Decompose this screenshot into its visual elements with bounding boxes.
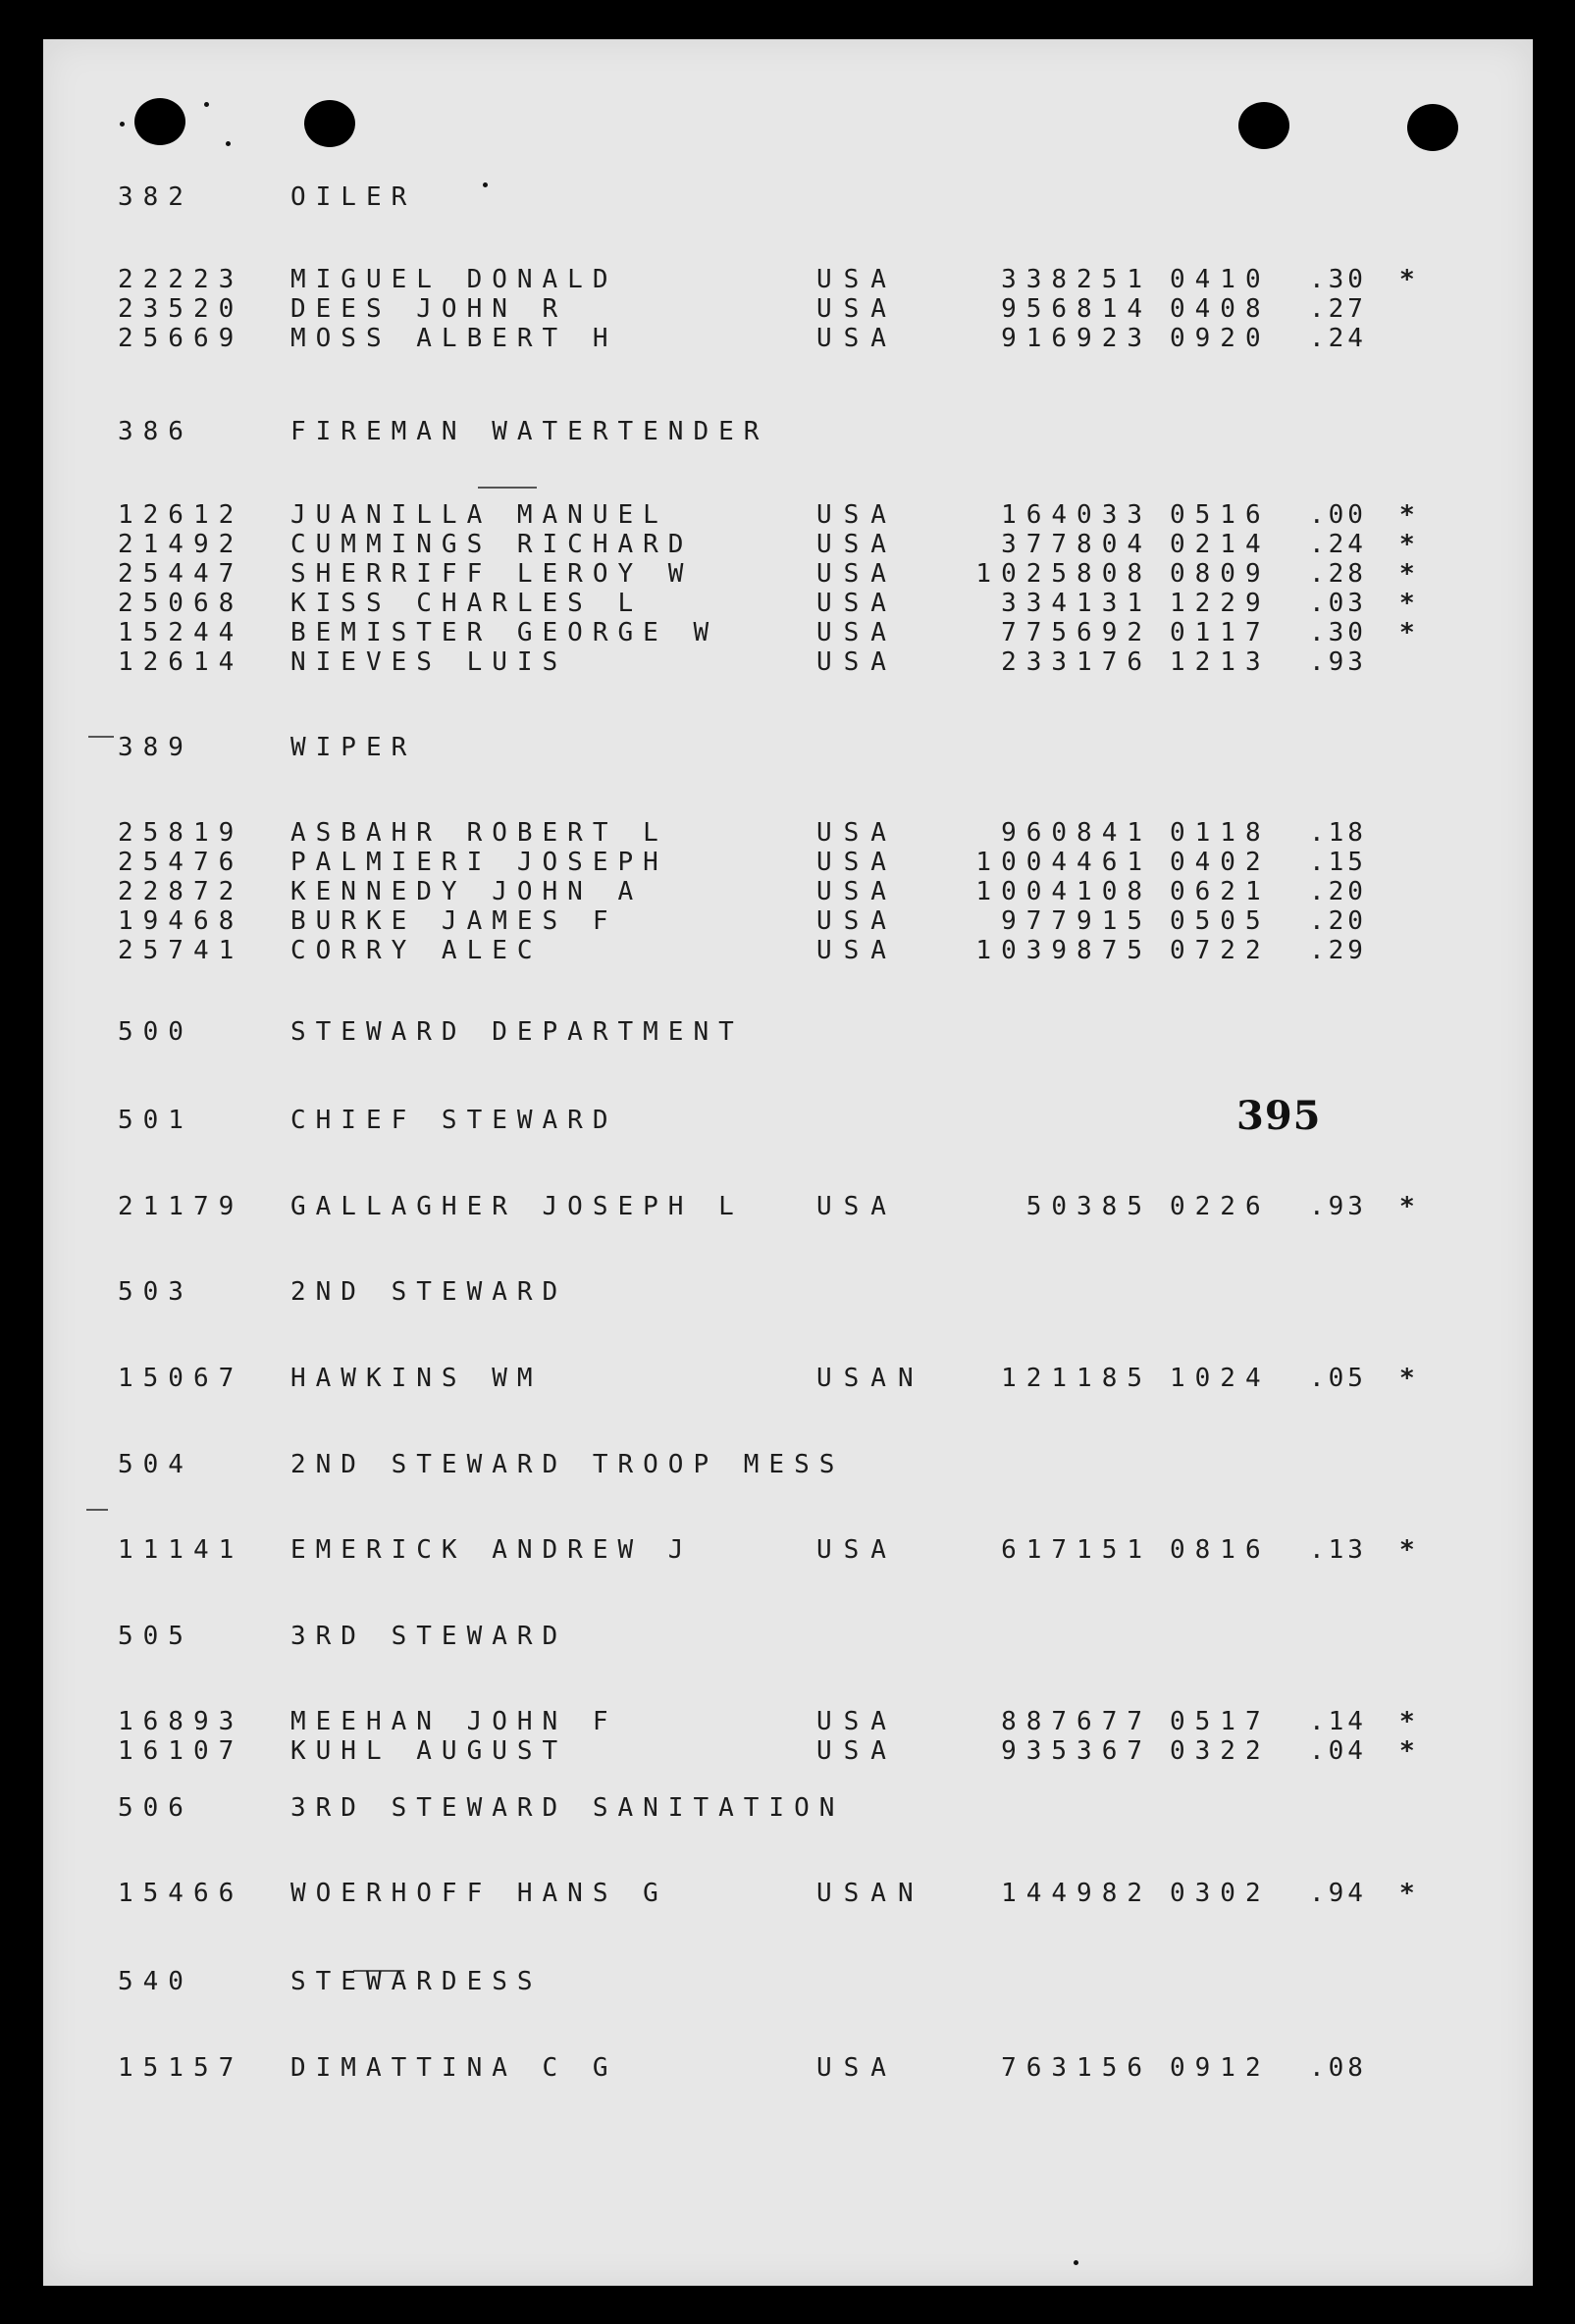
rate-value: .15: [1309, 848, 1367, 877]
crew-id: 15466: [118, 1879, 244, 1908]
crew-name: KUHL AUGUST: [290, 1736, 568, 1766]
asterisk-mark: *: [1399, 500, 1415, 530]
section-title: STEWARDESS: [290, 1967, 543, 1996]
section-header: [43, 1793, 1533, 1823]
crew-id: 25476: [118, 848, 244, 877]
rate-value: .93: [1309, 647, 1367, 677]
certificate-number: 977915: [1001, 906, 1152, 936]
crew-row: [43, 818, 1533, 848]
page-number-stamp: 395: [1236, 1093, 1322, 1139]
date-code: 0722: [1170, 936, 1271, 965]
date-code: 0912: [1170, 2053, 1271, 2083]
nationality: USA: [816, 1192, 898, 1221]
date-code: 0517: [1170, 1707, 1271, 1736]
rate-value: .29: [1309, 936, 1367, 965]
date-code: 0302: [1170, 1879, 1271, 1908]
date-code: 0816: [1170, 1535, 1271, 1565]
nationality: USA: [816, 647, 898, 677]
rate-value: .20: [1309, 877, 1367, 906]
section-code: 506: [118, 1793, 193, 1823]
section-header: [43, 1450, 1533, 1479]
crew-id: 12612: [118, 500, 244, 530]
rate-value: .00: [1309, 500, 1367, 530]
nationality: USA: [816, 906, 898, 936]
rate-value: .08: [1309, 2053, 1367, 2083]
crew-row: [43, 1535, 1533, 1565]
crew-id: 16107: [118, 1736, 244, 1766]
asterisk-mark: *: [1399, 1364, 1415, 1393]
date-code: 0118: [1170, 818, 1271, 848]
section-title: FIREMAN WATERTENDER: [290, 417, 769, 446]
crew-name: BURKE JAMES F: [290, 906, 618, 936]
rate-value: .18: [1309, 818, 1367, 848]
rate-value: .93: [1309, 1192, 1367, 1221]
certificate-number: 956814: [1001, 294, 1152, 324]
section-header: [43, 1622, 1533, 1651]
section-code: 389: [118, 733, 193, 762]
section-title: OILER: [290, 182, 417, 212]
section-title: WIPER: [290, 733, 417, 762]
crew-id: 12614: [118, 647, 244, 677]
nationality: USA: [816, 559, 898, 589]
crew-id: 21492: [118, 530, 244, 559]
nationality: USA: [816, 848, 898, 877]
certificate-number: 935367: [1001, 1736, 1152, 1766]
section-header: [43, 733, 1533, 762]
asterisk-mark: *: [1399, 1879, 1415, 1908]
section-title: 3RD STEWARD SANITATION: [290, 1793, 845, 1823]
crew-name: MEEHAN JOHN F: [290, 1707, 618, 1736]
section-title: 3RD STEWARD: [290, 1622, 568, 1651]
crew-row: [43, 324, 1533, 353]
crew-name: KISS CHARLES L: [290, 589, 644, 618]
rate-value: .05: [1309, 1364, 1367, 1393]
certificate-number: 1039875: [975, 936, 1152, 965]
crew-row: [43, 647, 1533, 677]
crew-row: [43, 618, 1533, 647]
rate-value: .20: [1309, 906, 1367, 936]
section-header: [43, 1017, 1533, 1047]
certificate-number: 763156: [1001, 2053, 1152, 2083]
section-title: 2ND STEWARD: [290, 1277, 568, 1307]
nationality: USA: [816, 618, 898, 647]
date-code: 0408: [1170, 294, 1271, 324]
asterisk-mark: *: [1399, 618, 1415, 647]
crew-list: [43, 39, 1533, 2286]
certificate-number: 617151: [1001, 1535, 1152, 1565]
date-code: 1024: [1170, 1364, 1271, 1393]
certificate-number: 50385: [1025, 1192, 1152, 1221]
section-code: 386: [118, 417, 193, 446]
crew-row: [43, 1736, 1533, 1766]
date-code: 0920: [1170, 324, 1271, 353]
nationality: USA: [816, 1707, 898, 1736]
date-code: 0226: [1170, 1192, 1271, 1221]
crew-row: [43, 294, 1533, 324]
crew-row: [43, 877, 1533, 906]
certificate-number: 916923: [1001, 324, 1152, 353]
section-code: 382: [118, 182, 193, 212]
certificate-number: 338251: [1001, 265, 1152, 294]
rate-value: .24: [1309, 530, 1367, 559]
nationality: USA: [816, 936, 898, 965]
crew-id: 23520: [118, 294, 244, 324]
certificate-number: 233176: [1001, 647, 1152, 677]
section-header: [43, 417, 1533, 446]
section-header: [43, 1967, 1533, 1996]
certificate-number: 121185: [1001, 1364, 1152, 1393]
date-code: 0516: [1170, 500, 1271, 530]
crew-row: [43, 906, 1533, 936]
crew-id: 21179: [118, 1192, 244, 1221]
crew-id: 25447: [118, 559, 244, 589]
crew-name: MIGUEL DONALD: [290, 265, 618, 294]
certificate-number: 377804: [1001, 530, 1152, 559]
section-header: [43, 1106, 1533, 1135]
nationality: USA: [816, 265, 898, 294]
rate-value: .04: [1309, 1736, 1367, 1766]
asterisk-mark: *: [1399, 1707, 1415, 1736]
crew-row: [43, 1192, 1533, 1221]
crew-id: 15067: [118, 1364, 244, 1393]
crew-id: 25819: [118, 818, 244, 848]
crew-row: [43, 848, 1533, 877]
certificate-number: 1004108: [975, 877, 1152, 906]
crew-name: JUANILLA MANUEL: [290, 500, 668, 530]
crew-name: WOERHOFF HANS G: [290, 1879, 668, 1908]
nationality: USA: [816, 589, 898, 618]
date-code: 0505: [1170, 906, 1271, 936]
nationality: USA: [816, 1736, 898, 1766]
nationality: USA: [816, 1535, 898, 1565]
rate-value: .28: [1309, 559, 1367, 589]
date-code: 0410: [1170, 265, 1271, 294]
crew-name: NIEVES LUIS: [290, 647, 568, 677]
rate-value: .13: [1309, 1535, 1367, 1565]
date-code: 0402: [1170, 848, 1271, 877]
crew-row: [43, 589, 1533, 618]
crew-name: PALMIERI JOSEPH: [290, 848, 668, 877]
date-code: 1229: [1170, 589, 1271, 618]
crew-id: 22872: [118, 877, 244, 906]
certificate-number: 887677: [1001, 1707, 1152, 1736]
crew-id: 19468: [118, 906, 244, 936]
crew-id: 22223: [118, 265, 244, 294]
crew-row: [43, 1364, 1533, 1393]
nationality: USA: [816, 324, 898, 353]
crew-row: [43, 936, 1533, 965]
crew-row: [43, 1879, 1533, 1908]
date-code: 0117: [1170, 618, 1271, 647]
nationality: USA: [816, 294, 898, 324]
crew-row: [43, 1707, 1533, 1736]
crew-name: BEMISTER GEORGE W: [290, 618, 719, 647]
date-code: 1213: [1170, 647, 1271, 677]
crew-id: 11141: [118, 1535, 244, 1565]
rate-value: .94: [1309, 1879, 1367, 1908]
crew-name: ASBAHR ROBERT L: [290, 818, 668, 848]
certificate-number: 775692: [1001, 618, 1152, 647]
section-header: [43, 182, 1533, 212]
crew-name: GALLAGHER JOSEPH L: [290, 1192, 744, 1221]
crew-name: DIMATTINA C G: [290, 2053, 618, 2083]
crew-id: 15244: [118, 618, 244, 647]
asterisk-mark: *: [1399, 1736, 1415, 1766]
date-code: 0621: [1170, 877, 1271, 906]
section-code: 503: [118, 1277, 193, 1307]
certificate-number: 164033: [1001, 500, 1152, 530]
certificate-number: 1025808: [975, 559, 1152, 589]
date-code: 0809: [1170, 559, 1271, 589]
asterisk-mark: *: [1399, 530, 1415, 559]
rate-value: .14: [1309, 1707, 1367, 1736]
asterisk-mark: *: [1399, 559, 1415, 589]
nationality: USA: [816, 500, 898, 530]
date-code: 0322: [1170, 1736, 1271, 1766]
section-title: CHIEF STEWARD: [290, 1106, 618, 1135]
section-code: 500: [118, 1017, 193, 1047]
crew-name: CUMMINGS RICHARD: [290, 530, 694, 559]
certificate-number: 144982: [1001, 1879, 1152, 1908]
section-code: 505: [118, 1622, 193, 1651]
crew-id: 25741: [118, 936, 244, 965]
rate-value: .03: [1309, 589, 1367, 618]
crew-name: HAWKINS WM: [290, 1364, 543, 1393]
nationality: USA: [816, 530, 898, 559]
section-code: 504: [118, 1450, 193, 1479]
rate-value: .27: [1309, 294, 1367, 324]
asterisk-mark: *: [1399, 1192, 1415, 1221]
crew-name: SHERRIFF LEROY W: [290, 559, 694, 589]
crew-row: [43, 530, 1533, 559]
crew-row: [43, 265, 1533, 294]
section-header: [43, 1277, 1533, 1307]
crew-id: 25068: [118, 589, 244, 618]
crew-id: 25669: [118, 324, 244, 353]
crew-row: [43, 2053, 1533, 2083]
nationality: USA: [816, 2053, 898, 2083]
certificate-number: 1004461: [975, 848, 1152, 877]
asterisk-mark: *: [1399, 589, 1415, 618]
date-code: 0214: [1170, 530, 1271, 559]
crew-name: DEES JOHN R: [290, 294, 568, 324]
asterisk-mark: *: [1399, 265, 1415, 294]
rate-value: .24: [1309, 324, 1367, 353]
crew-row: [43, 559, 1533, 589]
certificate-number: 334131: [1001, 589, 1152, 618]
nationality: USAN: [816, 1879, 925, 1908]
nationality: USA: [816, 818, 898, 848]
asterisk-mark: *: [1399, 1535, 1415, 1565]
certificate-number: 960841: [1001, 818, 1152, 848]
rate-value: .30: [1309, 265, 1367, 294]
crew-id: 16893: [118, 1707, 244, 1736]
section-code: 501: [118, 1106, 193, 1135]
nationality: USAN: [816, 1364, 925, 1393]
section-title: 2ND STEWARD TROOP MESS: [290, 1450, 845, 1479]
crew-name: EMERICK ANDREW J: [290, 1535, 694, 1565]
crew-name: KENNEDY JOHN A: [290, 877, 644, 906]
rate-value: .30: [1309, 618, 1367, 647]
section-title: STEWARD DEPARTMENT: [290, 1017, 744, 1047]
crew-name: MOSS ALBERT H: [290, 324, 618, 353]
crew-row: [43, 500, 1533, 530]
nationality: USA: [816, 877, 898, 906]
crew-id: 15157: [118, 2053, 244, 2083]
typed-sheet: [43, 39, 1533, 2286]
section-code: 540: [118, 1967, 193, 1996]
crew-name: CORRY ALEC: [290, 936, 543, 965]
